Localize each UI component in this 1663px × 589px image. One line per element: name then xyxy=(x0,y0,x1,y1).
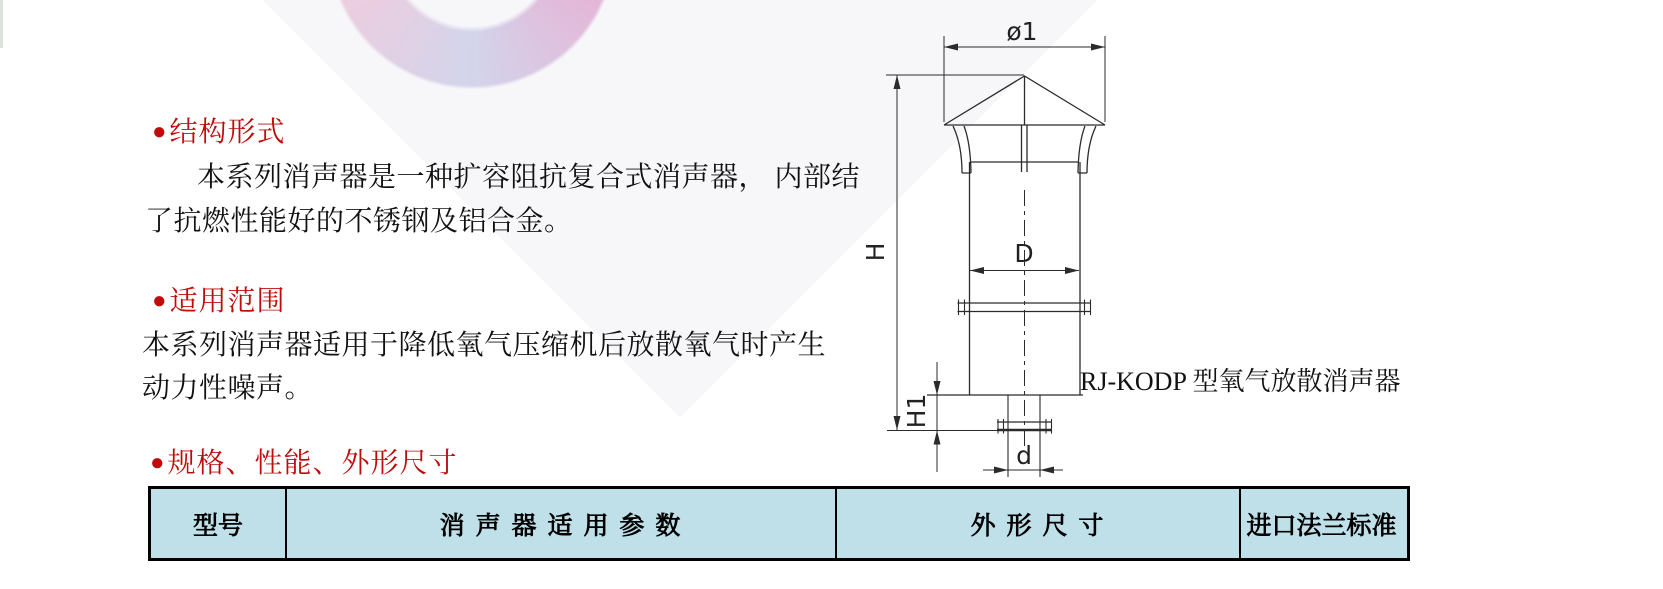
section-heading-scope-label: 适用范围 xyxy=(169,286,286,317)
center-pipe xyxy=(1022,125,1028,172)
table-header-params: 消 声 器 适 用 参 数 xyxy=(285,489,835,558)
section-heading-specs xyxy=(150,441,458,481)
arrow-H-top xyxy=(894,75,901,89)
spec-table xyxy=(148,486,1410,561)
bullet-icon: ● xyxy=(152,119,168,145)
left-edge-artifact xyxy=(0,0,3,48)
right-leg xyxy=(1078,126,1096,173)
left-leg xyxy=(953,126,971,173)
arrow-D-left xyxy=(970,267,984,274)
arrow-H1-top xyxy=(934,381,941,395)
dim-label-d: d xyxy=(1016,441,1032,470)
dim-label-H: H xyxy=(861,242,890,262)
dim-label-o1: ø1 xyxy=(1006,17,1038,46)
section-heading-structure-label: 结构形式 xyxy=(169,117,286,148)
arrow-D-right xyxy=(1065,267,1079,274)
dim-label-H1: H1 xyxy=(902,393,931,429)
arrow-o1-left xyxy=(944,44,958,51)
figure-caption: RJ-KODP 型氧气放散消声器 xyxy=(1080,367,1401,396)
scope-paragraph-line1: 本系列消声器适用于降低氧气压缩机后放散氧气时产生 xyxy=(142,330,827,361)
structure-paragraph-line1: 本系列消声器是一种扩容阻抗复合式消声器， 内部结 xyxy=(197,162,861,193)
arrow-H1-bottom xyxy=(934,431,941,445)
table-header-model: 型号 xyxy=(192,511,243,540)
scope-paragraph-line2: 动力性噪声。 xyxy=(142,373,314,404)
section-heading-scope xyxy=(152,279,286,319)
section-heading-specs-label: 规格、性能、外形尺寸 xyxy=(167,448,458,479)
arrow-o1-right xyxy=(1091,44,1105,51)
dim-label-D: D xyxy=(1014,239,1034,268)
bullet-icon: ● xyxy=(150,450,166,476)
table-header-dims: 外 形 尺 寸 xyxy=(835,489,1239,558)
muffler-technical-drawing xyxy=(855,5,1145,490)
arrow-d-right xyxy=(1040,467,1054,474)
cap-outline xyxy=(944,76,1105,125)
bullet-icon: ● xyxy=(152,288,168,314)
section-heading-structure xyxy=(152,110,286,150)
arrow-H-bottom xyxy=(894,416,901,430)
structure-paragraph-line2: 了抗燃性能好的不锈钢及铝合金。 xyxy=(145,206,573,237)
arrow-d-left xyxy=(994,467,1008,474)
table-header-flange: 进口法兰标准 xyxy=(1239,489,1402,558)
